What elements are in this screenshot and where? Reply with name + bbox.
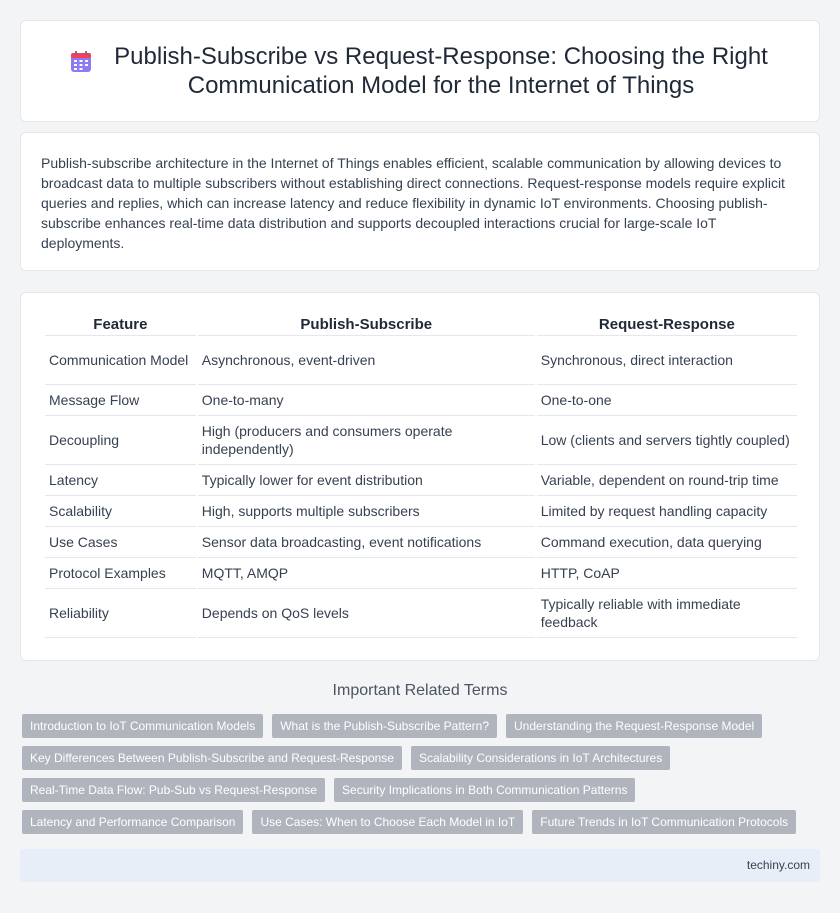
related-term-tag[interactable]: Latency and Performance Comparison [22, 810, 243, 834]
feature-cell: Communication Model [45, 336, 196, 385]
related-term-tag[interactable]: Scalability Considerations in IoT Architectures [411, 746, 670, 770]
related-term-tag[interactable]: Key Differences Between Publish-Subscribe and Request-Response [22, 746, 402, 770]
tag-row [22, 778, 822, 802]
reqres-cell: Synchronous, direct interaction [537, 336, 797, 385]
reqres-cell: HTTP, CoAP [537, 558, 797, 589]
related-term-tag[interactable]: Introduction to IoT Communication Models [22, 714, 263, 738]
pubsub-cell: Depends on QoS levels [198, 589, 535, 638]
header-publish-subscribe: Publish-Subscribe [198, 310, 535, 336]
related-term-tag[interactable]: What is the Publish-Subscribe Pattern? [272, 714, 497, 738]
related-term-tag[interactable]: Use Cases: When to Choose Each Model in IoT [252, 810, 523, 834]
table-header-row [45, 310, 797, 336]
title-wrap [69, 42, 771, 100]
intro-paragraph: Publish-subscribe architecture in the Internet of Things enables efficient, scalable communication by allowing devices to broadcast data to multiple subscribers without establishing direct connections. Request-response models require explicit queries and replies, which can increase latency and reduce flexibility in dynamic IoT environments. Choosing publish-subscribe enhances real-time data distribution and supports decoupled interactions crucial for large-scale IoT deployments. [41, 155, 785, 251]
table-row [45, 527, 797, 558]
table-row [45, 385, 797, 416]
table-row [45, 336, 797, 385]
tag-row [22, 810, 822, 834]
table-row [45, 465, 797, 496]
table-row [45, 589, 797, 638]
pubsub-cell: Sensor data broadcasting, event notifications [198, 527, 535, 558]
related-terms-tags [22, 714, 822, 842]
reqres-cell: Typically reliable with immediate feedback [537, 589, 797, 638]
pubsub-cell: Typically lower for event distribution [198, 465, 535, 496]
pubsub-cell: High (producers and consumers operate independently) [198, 416, 535, 465]
reqres-cell: Variable, dependent on round-trip time [537, 465, 797, 496]
table-row [45, 558, 797, 589]
header-feature: Feature [45, 310, 196, 336]
footer-site-link[interactable]: techiny.com [746, 858, 810, 872]
pubsub-cell: One-to-many [198, 385, 535, 416]
reqres-cell: Command execution, data querying [537, 527, 797, 558]
reqres-cell: One-to-one [537, 385, 797, 416]
page-title: Publish-Subscribe vs Request-Response: Choosing the Right Communication Model for the Internet of Things [114, 43, 768, 99]
table-row [45, 416, 797, 465]
related-term-tag[interactable]: Understanding the Request-Response Model [506, 714, 762, 738]
feature-cell: Decoupling [45, 416, 196, 465]
tag-row [22, 714, 822, 738]
pubsub-cell: Asynchronous, event-driven [198, 336, 535, 385]
comparison-table-card [20, 292, 820, 661]
feature-cell: Latency [45, 465, 196, 496]
title-card [20, 20, 820, 122]
feature-cell: Reliability [45, 589, 196, 638]
pubsub-cell: High, supports multiple subscribers [198, 496, 535, 527]
reqres-cell: Low (clients and servers tightly coupled) [537, 416, 797, 465]
header-request-response: Request-Response [537, 310, 797, 336]
intro-card [20, 132, 820, 271]
table-row [45, 496, 797, 527]
feature-cell: Scalability [45, 496, 196, 527]
related-term-tag[interactable]: Future Trends in IoT Communication Protocols [532, 810, 796, 834]
feature-cell: Use Cases [45, 527, 196, 558]
comparison-table [43, 310, 799, 638]
footer [20, 849, 820, 882]
feature-cell: Protocol Examples [45, 558, 196, 589]
related-term-tag[interactable]: Security Implications in Both Communication Patterns [334, 778, 635, 802]
calendar-icon [69, 50, 93, 74]
tag-row [22, 746, 822, 770]
reqres-cell: Limited by request handling capacity [537, 496, 797, 527]
related-term-tag[interactable]: Real-Time Data Flow: Pub-Sub vs Request-Response [22, 778, 325, 802]
related-terms-title: Important Related Terms [332, 682, 508, 699]
feature-cell: Message Flow [45, 385, 196, 416]
pubsub-cell: MQTT, AMQP [198, 558, 535, 589]
